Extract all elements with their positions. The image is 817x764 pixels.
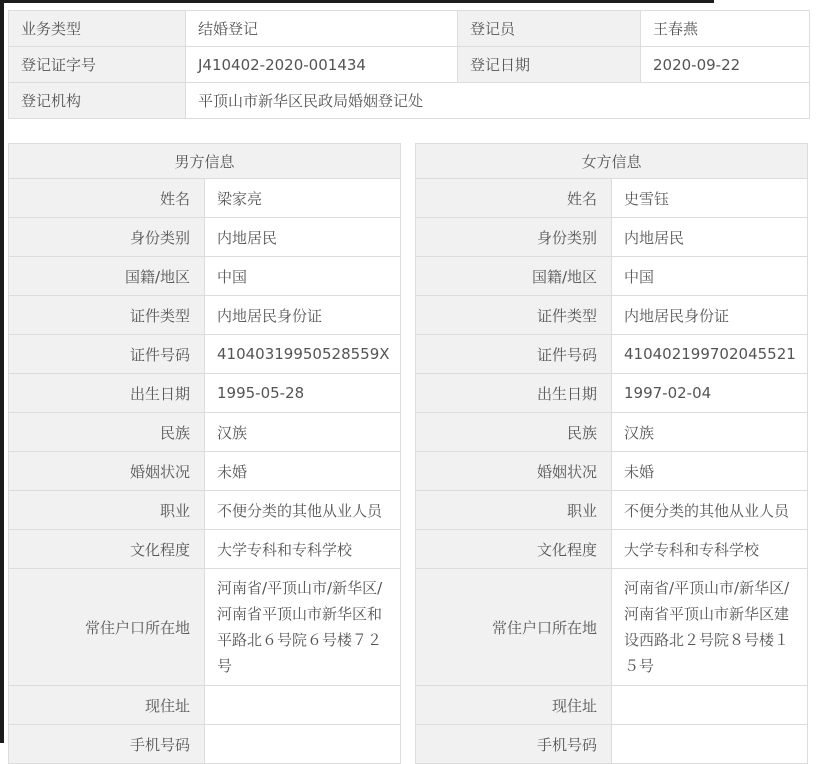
certificate-no-value: J410402-2020-001434 [186,47,458,83]
field-label: 民族 [416,413,612,452]
field-value [205,725,401,764]
field-value: 未婚 [205,452,401,491]
table-row [9,452,401,491]
business-type-label: 业务类型 [9,11,186,47]
field-value: 1997-02-04 [612,374,808,413]
table-row [416,179,808,218]
table-row [9,686,401,725]
field-value: 未婚 [612,452,808,491]
table-row [9,144,401,179]
business-type-value: 结婚登记 [186,11,458,47]
field-value: 内地居民身份证 [205,296,401,335]
registrar-label: 登记员 [458,11,641,47]
field-label: 姓名 [9,179,205,218]
field-label: 职业 [416,491,612,530]
table-row [416,530,808,569]
field-label: 证件号码 [416,335,612,374]
table-row [9,47,810,83]
field-value [205,686,401,725]
field-value: 不便分类的其他从业人员 [612,491,808,530]
table-row [9,83,810,119]
certificate-no-label: 登记证字号 [9,47,186,83]
field-label: 国籍/地区 [9,257,205,296]
field-value: 大学专科和专科学校 [205,530,401,569]
field-value: 梁家亮 [205,179,401,218]
registration-date-label: 登记日期 [458,47,641,83]
table-row [416,725,808,764]
field-label: 证件类型 [9,296,205,335]
field-value: 河南省/平顶山市/新华区/河南省平顶山市新华区建设西路北２号院８号楼１５号 [612,569,808,686]
field-label: 文化程度 [9,530,205,569]
field-label: 出生日期 [416,374,612,413]
field-label: 常住户口所在地 [9,569,205,686]
field-label: 证件号码 [9,335,205,374]
field-value: 中国 [612,257,808,296]
agency-value: 平顶山市新华区民政局婚姻登记处 [186,83,810,119]
male-info-table [8,143,401,764]
table-row [416,686,808,725]
field-value: 河南省/平顶山市/新华区/河南省平顶山市新华区和平路北６号院６号楼７２号 [205,569,401,686]
table-row [9,11,810,47]
field-label: 手机号码 [9,725,205,764]
field-label: 国籍/地区 [416,257,612,296]
table-row [416,452,808,491]
table-row [9,530,401,569]
field-value: 410402199702045521 [612,335,808,374]
table-row [416,257,808,296]
table-row [9,491,401,530]
field-label: 证件类型 [416,296,612,335]
field-value: 汉族 [612,413,808,452]
table-row [9,413,401,452]
field-value [612,725,808,764]
field-label: 文化程度 [416,530,612,569]
field-value: 不便分类的其他从业人员 [205,491,401,530]
table-row [9,335,401,374]
field-label: 身份类别 [9,218,205,257]
field-value: 中国 [205,257,401,296]
table-row [9,296,401,335]
registration-meta-table [8,10,810,119]
field-label: 婚姻状况 [416,452,612,491]
field-value: 1995-05-28 [205,374,401,413]
table-row [9,725,401,764]
field-label: 出生日期 [9,374,205,413]
field-label: 现住址 [9,686,205,725]
table-row [9,179,401,218]
field-value: 汉族 [205,413,401,452]
table-row [9,374,401,413]
registration-date-value: 2020-09-22 [641,47,810,83]
window-edge-top [0,0,714,3]
field-value: 内地居民 [205,218,401,257]
male-section-title: 男方信息 [9,144,401,179]
table-row [416,144,808,179]
table-row [416,374,808,413]
field-label: 常住户口所在地 [416,569,612,686]
table-row [9,257,401,296]
field-value: 史雪钰 [612,179,808,218]
female-info-table [415,143,808,764]
table-row [9,218,401,257]
field-value: 内地居民身份证 [612,296,808,335]
table-row [416,335,808,374]
table-row [416,413,808,452]
table-row [9,569,401,686]
registrar-value: 王春燕 [641,11,810,47]
field-label: 婚姻状况 [9,452,205,491]
table-row [416,296,808,335]
field-label: 手机号码 [416,725,612,764]
female-section-title: 女方信息 [416,144,808,179]
table-row [416,491,808,530]
table-row [416,569,808,686]
field-label: 民族 [9,413,205,452]
field-value [612,686,808,725]
field-label: 姓名 [416,179,612,218]
window-edge-left [0,0,4,743]
field-value: 41040319950528559X [205,335,401,374]
field-label: 职业 [9,491,205,530]
field-label: 身份类别 [416,218,612,257]
field-value: 内地居民 [612,218,808,257]
agency-label: 登记机构 [9,83,186,119]
field-label: 现住址 [416,686,612,725]
table-row [416,218,808,257]
field-value: 大学专科和专科学校 [612,530,808,569]
